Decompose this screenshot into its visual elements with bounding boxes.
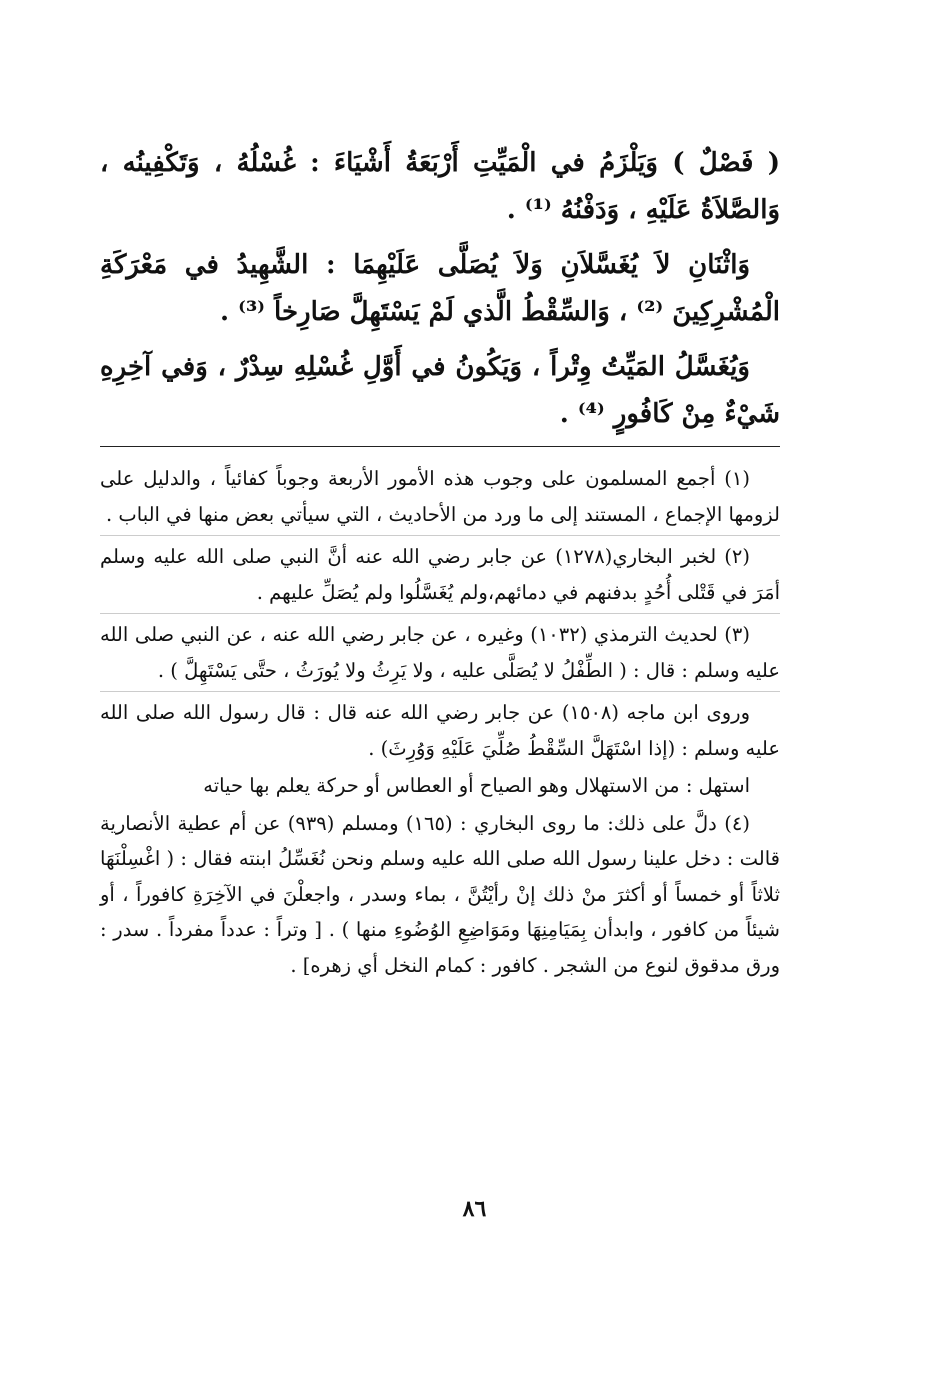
page-body: [100, 140, 780, 985]
footnote-4: (٤) دلَّ على ذلك: ما روى البخاري : (١٦٥) ومسلم (٩٣٩) عن أم عطية الأنصارية قالت : دخل علينا رسول الله صلى الله عليه وسلم ونحن نُغَسِّلُ ابنته فقال : ( اغْسِلْنَهَا ثلاثاً أو خمساً أو أكثرَ منْ ذلك إنْ رأيْتُنَّ ، بماء وسدر ، واجعلْنَ في الآخِرَةِ كافوراً ، أو شيئاً من كافور ، وابدأن بِمَيَامِنِهَا ومَوَاضِعِ الوُضُوءِ منها ) . [ وتراً : عدداً مفرداً . سدر : ورق مدقوق لنوع من الشجر . كافور : كمام النخل أي زهره] .: [100, 811, 780, 977]
footnote-2: (٢) لخبر البخاري(١٢٧٨) عن جابر رضي الله عنه أنَّ النبي صلى الله عليه وسلم أمَرَ في قَتْلى أُحُدٍ بدفنهم في دمائهم،ولم يُغَسَّلُوا ولم يُصَلِّ عليهم .: [100, 545, 780, 604]
main-text: [100, 140, 780, 438]
footnote-3: (٣) لحديث الترمذي (١٠٣٢) وغيره ، عن جابر رضي الله عنه ، عن النبي صلى الله عليه وسلم : قال : ( الطِّفْلُ لا يُصَلَّى عليه ، ولا يَرِثُ ولا يُورَثُ ، حتَّى يَسْتَهِلَّ ) .: [100, 623, 780, 682]
footnote-separator: [100, 691, 780, 692]
footnote-1: (١) أجمع المسلمون على وجوب هذه الأمور الأربعة وجوباً كفائياً ، والدليل على لزومها الإجماع ، المستند إلى ما ورد من الأحاديث ، التي سيأتي بعض منها في الباب .: [100, 467, 780, 526]
main-paragraph-3: وَيُغَسَّلُ المَيِّتُ وِتْراً ، وَيَكُونُ في أَوَّلِ غُسْلِهِ سِدْرٌ ، وَفي آخِرِهِ شَيْءٌ مِنْ كَافُورٍ ⁽⁴⁾ .: [100, 352, 780, 429]
main-paragraph-1: ( فَصْلٌ ) وَيَلْزَمُ في الْمَيِّتِ أَرْبَعَةُ أَشْيَاءَ : غُسْلُهُ ، وَتَكْفِينُه ، وَالصَّلاَةُ عَلَيْهِ ، وَدَفْنُهُ ⁽¹⁾ .: [100, 148, 780, 225]
page-number: ٨٦: [462, 1196, 487, 1222]
footnote-divider: [100, 446, 780, 447]
main-paragraph-2: وَاثْنَانِ لاَ يُغَسَّلاَنِ وَلاَ يُصَلَّى عَلَيْهِمَا : الشَّهِيدُ في مَعْرَكَةِ الْمُشْرِكِينَ ⁽²⁾ ، وَالسِّقْطُ الَّذي لَمْ يَسْتَهِلَّ صَارِخاً ⁽³⁾ .: [100, 250, 780, 327]
footnote-separator: [100, 613, 780, 614]
footnote-separator: [100, 535, 780, 536]
footnote-3-narration: وروى ابن ماجه (١٥٠٨) عن جابر رضي الله عنه قال : قال رسول الله صلى الله عليه وسلم : (إذا اسْتَهَلَّ السِّقْطُ صُلِّيَ عَلَيْهِ وَوُرِثَ) .: [100, 701, 780, 760]
footnote-3-definition: استهل : من الاستهلال وهو الصياح أو العطاس أو حركة يعلم بها حياته: [203, 774, 750, 797]
footnotes: [100, 461, 780, 983]
